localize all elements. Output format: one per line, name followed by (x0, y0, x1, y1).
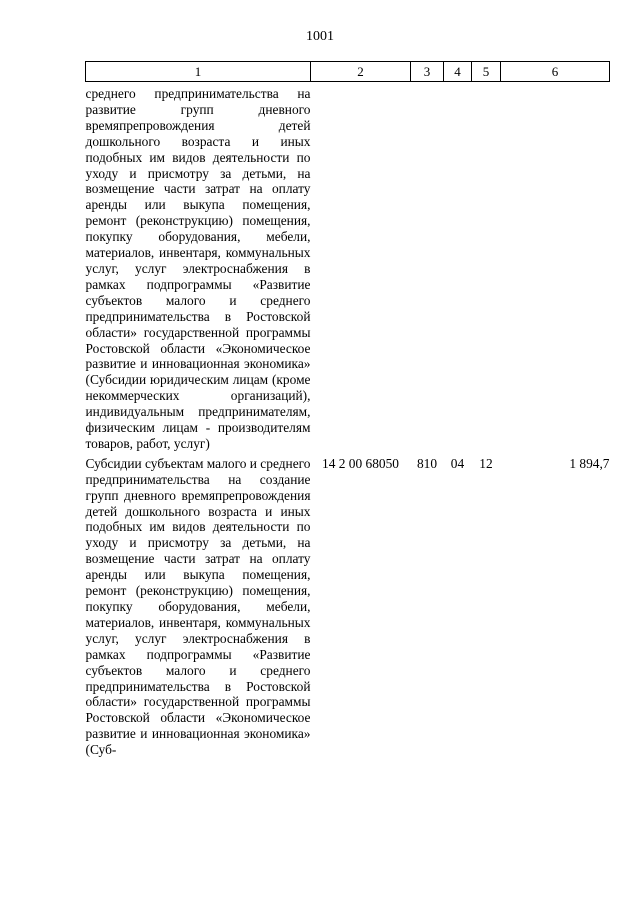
row-subsection (472, 82, 501, 452)
row-section: 04 (450, 455, 465, 471)
row-expense-type (411, 82, 444, 452)
row-subsection: 12 (479, 455, 493, 471)
column-header-6: 6 (501, 62, 610, 82)
column-header-1: 1 (86, 62, 311, 82)
row-expense-type: 810 (416, 455, 438, 471)
row-amount: 1 894,7 (569, 455, 610, 471)
row-target-code: 14 2 00 68050 (322, 455, 399, 471)
row-section (444, 82, 472, 452)
budget-table (85, 61, 610, 758)
row-amount (501, 82, 610, 452)
table-header-row (86, 62, 610, 82)
table-row (86, 82, 610, 452)
table-row (86, 452, 610, 758)
column-header-3: 3 (411, 62, 444, 82)
row-target-code (311, 82, 411, 452)
row-description: среднего предпринимательства на развитие групп дневного времяпрепровождения детей дошкольного возраста и иных подобных им видов деятельности по уходу и присмотру за детьми, на возмещение части затрат на оплату аренды или выкупа помещения, ремонт (реконструкцию) помещения, покупку оборудования, мебели, материалов, инвентаря, коммунальных услуг, услуг электроснабжения в рамках подпрограммы «Развитие субъектов малого и среднего предпринимательства в Ростовской области» государственной программы Ростовской области «Экономическое развитие и инновационная экономика» (Субсидии юридическим лицам (кроме некоммерческих организаций), индивидуальным предпринимателям, физическим лицам - производителям товаров, работ, услуг) (85, 86, 311, 451)
column-header-4: 4 (444, 62, 472, 82)
column-header-5: 5 (472, 62, 501, 82)
row-description: Субсидии субъектам малого и среднего предпринимательства на создание групп дневного времяпрепровождения детей дошкольного возраста и иных подобных им видов деятельности по уходу и присмотру за детьми, на возмещение части затрат на оплату аренды или выкупа помещения, ремонт (реконструкцию) помещения, покупку оборудования, мебели, материалов, инвентаря, коммунальных услуг, услуг электроснабжения в рамках подпрограммы «Развитие субъектов малого и среднего предпринимательства в Ростовской области» государственной программы Ростовской области «Экономическое развитие и инновационная экономика» (Суб- (85, 455, 311, 758)
page-number: 1001 (306, 29, 334, 44)
column-header-2: 2 (311, 62, 411, 82)
